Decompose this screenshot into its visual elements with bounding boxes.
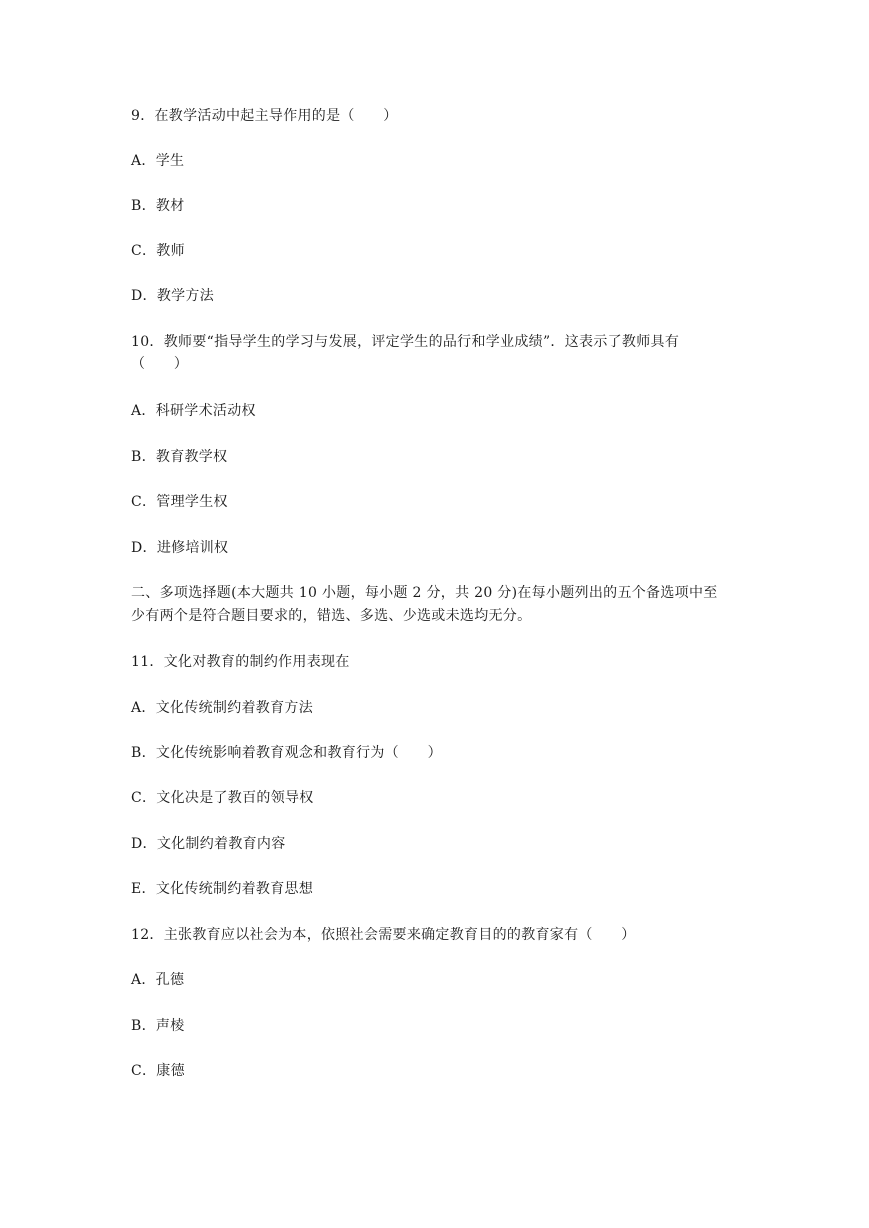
question-9-option-c: C．教师 bbox=[131, 243, 185, 259]
question-9-option-a: A．学生 bbox=[131, 153, 185, 169]
question-9-stem: 9．在教学活动中起主导作用的是（ ） bbox=[131, 108, 398, 124]
question-12-stem: 12．主张教育应以社会为本，依照社会需要来确定教育目的的教育家有（ ） bbox=[131, 927, 636, 943]
question-10-option-d: D．进修培训权 bbox=[131, 540, 229, 556]
question-11-option-c: C．文化决是了教百的领导权 bbox=[131, 790, 314, 806]
question-11-option-e: E．文化传统制约着教育思想 bbox=[131, 881, 314, 897]
question-12-option-b: B．声棱 bbox=[131, 1018, 185, 1034]
question-11-option-d: D．文化制约着教育内容 bbox=[131, 836, 286, 852]
question-11-option-a: A．文化传统制约着教育方法 bbox=[131, 700, 314, 716]
question-12-option-c: C．康德 bbox=[131, 1063, 185, 1079]
question-9-option-b: B．教材 bbox=[131, 198, 185, 214]
question-10-option-b: B．教育教学权 bbox=[131, 449, 228, 465]
question-10-stem-line2: （ ） bbox=[131, 356, 189, 372]
question-10-stem-line1: 10．教师要“指导学生的学习与发展，评定学生的品行和学业成绩”．这表示了教师具有 bbox=[131, 334, 680, 350]
question-11-option-b: B．文化传统影响着教育观念和教育行为（ ） bbox=[131, 745, 442, 761]
question-10-option-c: C．管理学生权 bbox=[131, 494, 228, 510]
question-11-stem: 11．文化对教育的制约作用表现在 bbox=[131, 654, 350, 670]
question-10-option-a: A．科研学术活动权 bbox=[131, 403, 256, 419]
section-2-heading-line1: 二、多项选择题(本大题共 10 小题，每小题 2 分，共 20 分)在每小题列出的五个备选项中至 bbox=[131, 585, 718, 601]
section-2-heading-line2: 少有两个是符合题目要求的，错选、多选、少选或未选均无分。 bbox=[131, 608, 532, 624]
question-12-option-a: A．孔德 bbox=[131, 972, 185, 988]
question-9-option-d: D．教学方法 bbox=[131, 288, 215, 304]
